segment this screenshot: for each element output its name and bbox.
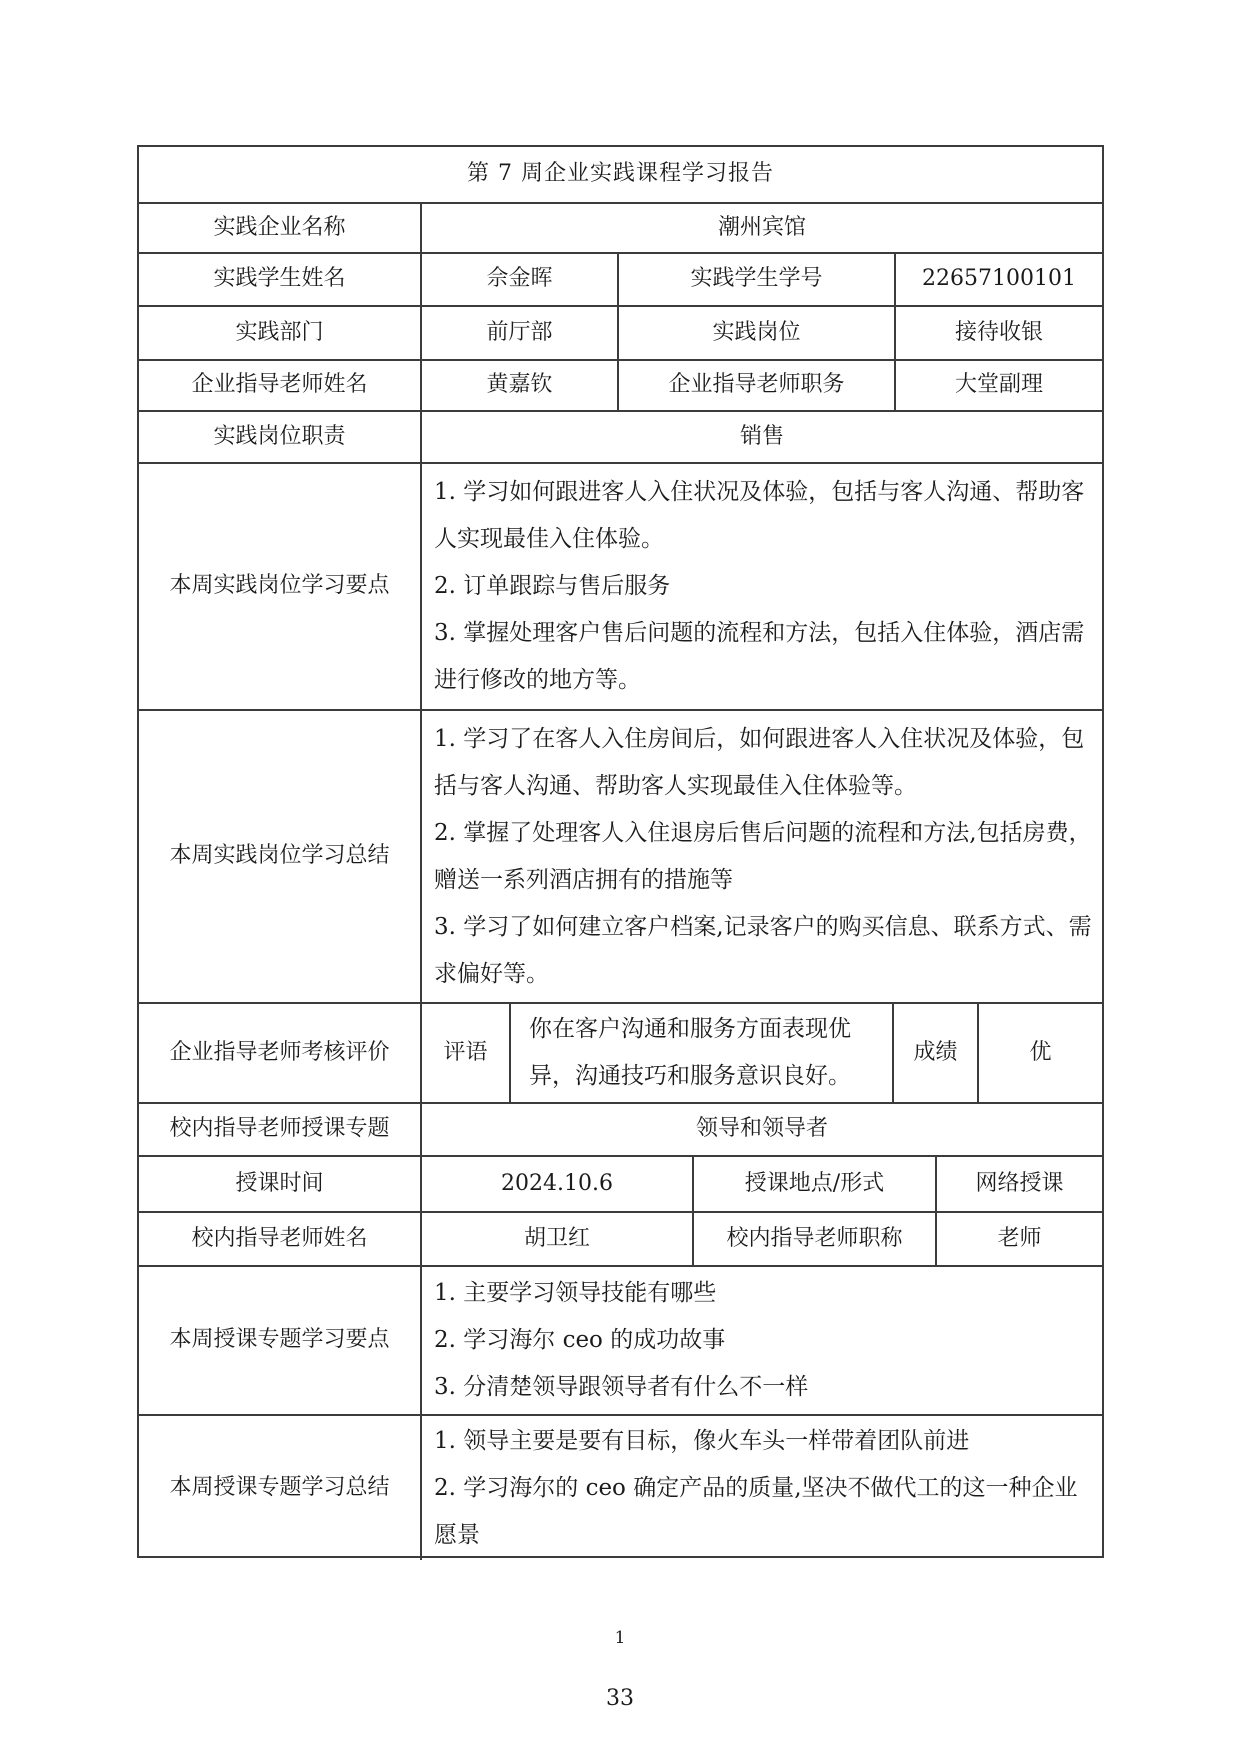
mentor-name-label: 企业指导老师姓名 [191,372,368,398]
topic-summary-item: 2. 学习海尔的 ceo 确定产品的质量,坚决不做代工的这一种企业愿景 [434,1474,1078,1548]
week-summary-item: 1. 学习了在客人入住房间后，如何跟进客人入住状况及体验，包括与客人沟通、帮助客人实现最佳入住体验等。 [434,725,1085,799]
row-topic-summary [139,1414,1102,1560]
evaluation-label: 企业指导老师考核评价 [169,1039,390,1065]
duty-value: 销售 [420,412,1102,462]
report-title: 第 7 周企业实践课程学习报告 [467,161,774,187]
student-name-label: 实践学生姓名 [213,266,346,292]
row-department [139,305,1102,359]
week-summary-label: 本周实践岗位学习总结 [169,843,390,869]
topic-summary-content [420,1416,1102,1560]
row-evaluation [139,1002,1102,1102]
school-topic-label: 校内指导老师授课专题 [169,1116,390,1142]
school-topic-value: 领导和领导者 [420,1104,1102,1155]
row-mentor [139,359,1102,410]
row-school-teacher [139,1211,1102,1265]
position-value: 接待收银 [894,307,1102,359]
page-number: 33 [606,1686,634,1711]
class-mode-label: 授课地点/形式 [692,1157,935,1211]
mentor-title-label: 企业指导老师职务 [617,361,894,410]
week-point-item: 1. 学习如何跟进客人入住状况及体验，包括与客人沟通、帮助客人实现最佳入住体验。 [434,479,1085,552]
week-points-content [420,464,1102,709]
mentor-title-value: 大堂副理 [894,361,1102,410]
mentor-name-value: 黄嘉钦 [420,361,617,410]
student-id-label: 实践学生学号 [617,254,894,305]
school-teacher-title-label: 校内指导老师职称 [692,1213,935,1265]
row-title [139,147,1102,202]
school-teacher-value: 胡卫红 [420,1213,692,1265]
topic-summary-item: 1. 领导主要是要有目标，像火车头一样带着团队前进 [434,1427,970,1454]
score-value: 优 [977,1004,1102,1102]
comment-content [509,1004,892,1102]
row-week-summary [139,709,1102,1002]
row-topic-points [139,1265,1102,1414]
row-class-time [139,1155,1102,1211]
department-value: 前厅部 [420,307,617,359]
row-company [139,202,1102,252]
student-name-value: 佘金晖 [420,254,617,305]
topic-points-label: 本周授课专题学习要点 [169,1327,390,1353]
position-label: 实践岗位 [617,307,894,359]
week-summary-item: 3. 学习了如何建立客户档案,记录客户的购买信息、联系方式、需求偏好等。 [434,913,1092,987]
department-label: 实践部门 [235,319,324,345]
comment-text: 你在客户沟通和服务方面表现优异，沟通技巧和服务意识良好。 [529,1016,851,1089]
row-week-points [139,462,1102,709]
report-table [137,145,1104,1558]
week-point-item: 3. 掌握处理客户售后问题的流程和方法，包括入住体验，酒店需进行修改的地方等。 [434,620,1085,693]
week-summary-item: 2. 掌握了处理客人入住退房后售后问题的流程和方法,包括房费，赠送一系列酒店拥有的措施等 [434,819,1092,893]
topic-point-item: 1. 主要学习领导技能有哪些 [434,1280,717,1306]
duty-label: 实践岗位职责 [213,423,346,449]
week-points-label: 本周实践岗位学习要点 [169,573,390,599]
topic-points-content [420,1267,1102,1414]
topic-summary-label: 本周授课专题学习总结 [169,1474,390,1500]
comment-label: 评语 [420,1004,509,1102]
company-value: 潮州宾馆 [420,204,1102,252]
topic-point-item: 2. 学习海尔 ceo 的成功故事 [434,1327,726,1353]
week-summary-content [420,711,1102,1002]
row-school-topic [139,1102,1102,1155]
row-duty [139,410,1102,462]
footnote-number: 1 [614,1628,626,1648]
score-label: 成绩 [892,1004,977,1102]
class-time-label: 授课时间 [235,1170,324,1196]
student-id-value: 22657100101 [894,254,1102,305]
week-point-item: 2. 订单跟踪与售后服务 [434,573,671,599]
topic-point-item: 3. 分清楚领导跟领导者有什么不一样 [434,1374,809,1400]
class-time-value: 2024.10.6 [420,1157,692,1211]
school-teacher-title-value: 老师 [935,1213,1102,1265]
class-mode-value: 网络授课 [935,1157,1102,1211]
school-teacher-label: 校内指导老师姓名 [191,1225,368,1251]
row-student [139,252,1102,305]
company-label: 实践企业名称 [213,214,346,240]
